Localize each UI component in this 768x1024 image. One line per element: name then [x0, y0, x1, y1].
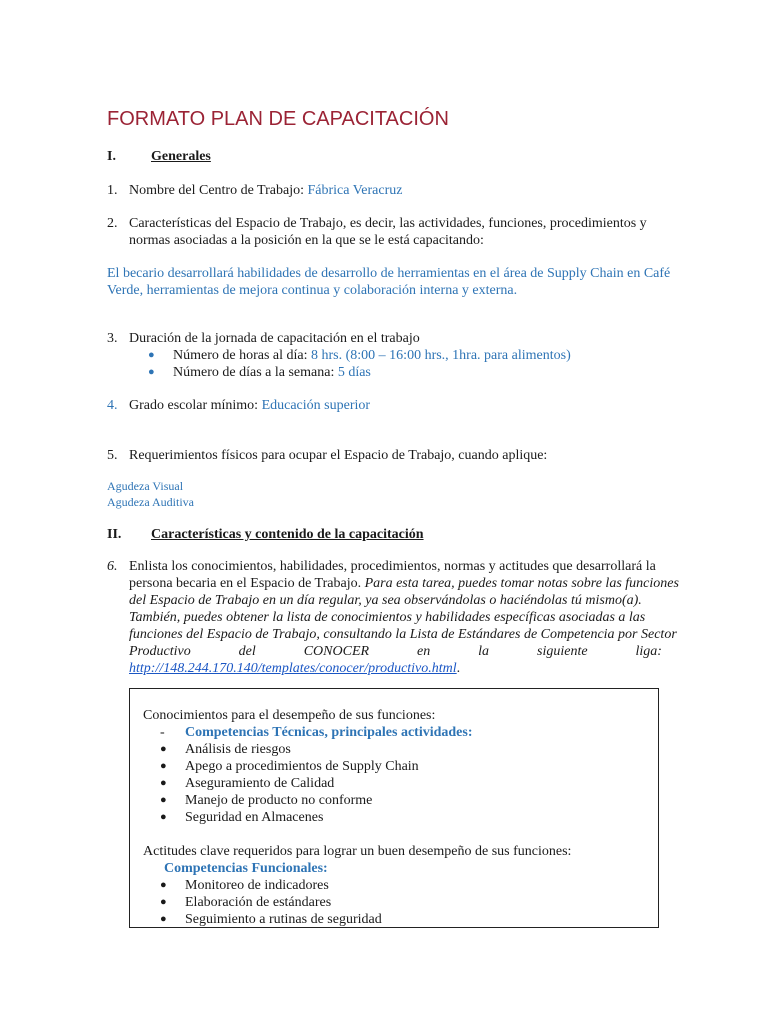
item-1-number: 1.: [107, 183, 118, 198]
item-6-link-row: [129, 660, 460, 677]
list-item-text: Seguimiento a rutinas de seguridad: [185, 912, 382, 927]
list-item: [143, 758, 648, 775]
hours-value: 8 hrs. (8:00 – 16:00 hrs., 1hra. para alimentos): [311, 348, 571, 363]
days-label: Número de días a la semana:: [173, 365, 338, 380]
item-1: [107, 182, 402, 199]
requirement-visual: Agudeza Visual: [107, 479, 184, 493]
func-heading-row: [143, 860, 648, 877]
item-2-number: 2.: [107, 216, 118, 231]
list-item: [143, 775, 648, 792]
competencies-box: [129, 688, 659, 928]
document-title: FORMATO PLAN DE CAPACITACIÓN: [107, 108, 449, 130]
item-6-line-3: del Espacio de Trabajo en un día regular, ya sea observándolas o haciéndolas tú mismo(a).: [129, 593, 642, 608]
bullet-icon: ●: [160, 777, 167, 789]
description-line-2: Verde, herramientas de mejora continua y colaboración interna y externa.: [107, 283, 518, 298]
bullet-icon: ●: [148, 366, 155, 378]
list-item: [143, 741, 648, 758]
bullet-icon: ●: [160, 879, 167, 891]
item-6-link-end: .: [456, 661, 461, 676]
conocer-link[interactable]: http://148.244.170.140/templates/conocer/productivo.html: [129, 661, 457, 676]
item-6-word-siguiente: siguiente: [537, 644, 588, 659]
item-3: [107, 330, 420, 347]
item-5-number: 5.: [107, 448, 118, 463]
item-4: [107, 397, 370, 414]
item-2-line-1: [107, 215, 647, 232]
item-3-number: 3.: [107, 331, 118, 346]
list-item-text: Elaboración de estándares: [185, 895, 332, 910]
item-6-line-2: [129, 575, 679, 592]
list-item-text: Análisis de riesgos: [185, 742, 291, 757]
item-6-text-2-italic: Para esta tarea, puedes tomar notas sobre las funciones: [364, 576, 679, 591]
list-item: [143, 894, 648, 911]
item-1-value: Fábrica Veracruz: [307, 183, 403, 198]
item-6-word-productivo: Productivo: [129, 644, 191, 659]
item-2-line-2: normas asociadas a la posición en la que se le está capacitando:: [129, 233, 484, 248]
tech-heading-row: [143, 724, 648, 741]
list-item: [143, 911, 648, 928]
item-5: [107, 447, 547, 464]
list-item-text: Apego a procedimientos de Supply Chain: [185, 759, 419, 774]
bullet-icon: ●: [160, 760, 167, 772]
item-2-text-1: Características del Espacio de Trabajo, es decir, las actividades, funciones, procedimientos y: [129, 216, 647, 231]
bullet-icon: ●: [160, 794, 167, 806]
item-6-text-1: Enlista los conocimientos, habilidades, procedimientos, normas y actitudes que desarrollará la: [129, 559, 656, 574]
bullet-icon: ●: [160, 896, 167, 908]
section-2-title: Características y contenido de la capacitación: [151, 527, 424, 542]
competencies-content: [143, 707, 648, 928]
bullet-icon: ●: [148, 349, 155, 361]
item-1-label: Nombre del Centro de Trabajo:: [129, 183, 308, 198]
item-3-label: Duración de la jornada de capacitación en el trabajo: [129, 331, 420, 346]
description-line-1: El becario desarrollará habilidades de desarrollo de herramientas en el área de Supply Chain en Café: [107, 266, 671, 281]
item-6-line-1: [107, 558, 662, 575]
requirement-auditory: Agudeza Auditiva: [107, 495, 194, 509]
item-6-number: 6.: [107, 559, 118, 574]
item-5-label: Requerimientos físicos para ocupar el Espacio de Trabajo, cuando aplique:: [129, 448, 548, 463]
item-6-word-la: la: [478, 644, 490, 659]
item-6-word-del: del: [238, 644, 256, 659]
section-2-heading: [107, 526, 424, 543]
item-4-value: Educación superior: [261, 398, 371, 413]
days-row: [148, 364, 371, 381]
bullet-icon: ●: [160, 811, 167, 823]
func-heading: Competencias Funcionales:: [164, 861, 328, 876]
tech-heading: Competencias Técnicas, principales actividades:: [185, 725, 473, 740]
hours-label: Número de horas al día:: [173, 348, 312, 363]
list-item-text: Seguridad en Almacenes: [185, 810, 324, 825]
item-6-line-5: funciones del Espacio de Trabajo, consultando la Lista de Estándares de Competencia por Sector: [129, 627, 677, 642]
dash-marker: -: [160, 725, 165, 740]
section-1-heading: [107, 148, 211, 165]
item-6-word-conocer: CONOCER: [303, 644, 370, 659]
item-4-number: 4.: [107, 398, 118, 413]
list-item-text: Aseguramiento de Calidad: [185, 776, 335, 791]
item-6-word-liga: liga:: [635, 644, 662, 659]
attitudes-intro: Actitudes clave requeridos para lograr un buen desempeño de sus funciones:: [143, 844, 572, 859]
hours-row: [148, 347, 571, 364]
list-item-text: Manejo de producto no conforme: [185, 793, 373, 808]
list-item: [143, 877, 648, 894]
item-6-text-2: persona becaria en el Espacio de Trabajo.: [129, 576, 365, 591]
item-4-label: Grado escolar mínimo:: [129, 398, 262, 413]
item-6-line-4: También, puedes obtener la lista de conocimientos y habilidades específicas asociadas a las: [129, 610, 646, 625]
list-item: [143, 792, 648, 809]
section-2-numeral: II.: [107, 527, 122, 542]
list-item: [143, 809, 648, 826]
knowledge-intro: Conocimientos para el desempeño de sus funciones:: [143, 708, 436, 723]
item-6-word-en: en: [417, 644, 431, 659]
item-6-line-6: [129, 643, 662, 660]
days-value: 5 días: [337, 365, 371, 380]
bullet-icon: ●: [160, 743, 167, 755]
list-item-text: Monitoreo de indicadores: [185, 878, 329, 893]
bullet-icon: ●: [160, 913, 167, 925]
section-1-title: Generales: [151, 149, 211, 164]
section-1-numeral: I.: [107, 149, 116, 164]
